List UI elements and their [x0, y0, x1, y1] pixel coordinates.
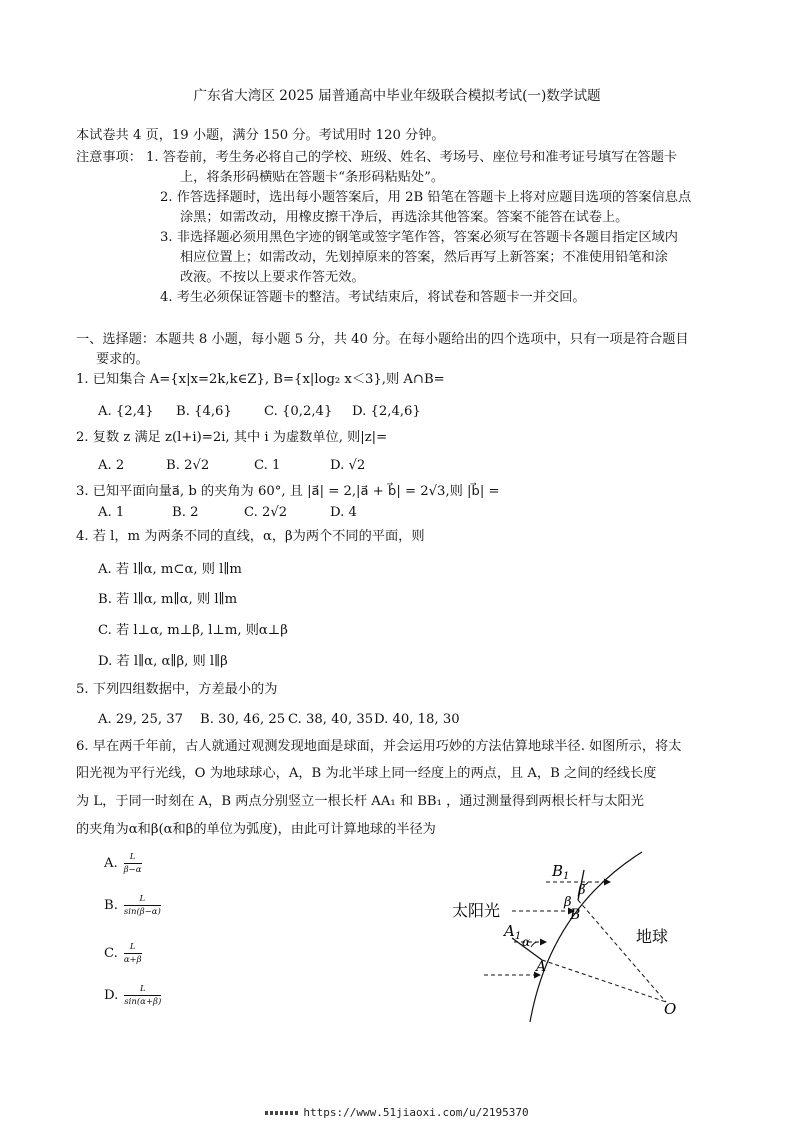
alpha-arc — [531, 942, 538, 947]
q4-option-b: B. 若 l∥α, m∥α, 则 l∥m — [98, 592, 238, 607]
q6-option-a-numerator: L — [124, 852, 142, 864]
note-1-line-2: 上，将条形码横贴在答题卡“条形码粘贴处”。 — [180, 170, 445, 185]
footer-url — [0, 1106, 794, 1119]
q5-option-a: A. 29, 25, 37 — [98, 712, 184, 727]
q6-option-b-numerator: L — [124, 894, 161, 906]
q6-option-d-denominator: sin(α+β) — [124, 997, 162, 1007]
q4-option-a: A. 若 l∥α, m⊂α, 则 l∥m — [98, 562, 242, 577]
q3-option-d: D. 4 — [330, 505, 357, 520]
note-3-line-3: 改液。不按以上要求作答无效。 — [180, 270, 365, 285]
q6-option-b-label: B. — [104, 898, 118, 913]
q6-option-b-fraction — [124, 894, 161, 917]
q6-option-c-numerator: L — [124, 942, 142, 954]
q6-stem-line-2: 阳光视为平行光线，O 为地球球心，A，B 为北半球上同一经度上的两点，且 A，B 之间的经线长度 — [76, 766, 657, 781]
q3-option-c: C. 2√2 — [244, 505, 288, 520]
q5-option-b: B. 30, 46, 25 — [200, 712, 286, 727]
q6-option-a-denominator: β−α — [123, 865, 142, 875]
note-3-line-2: 相应位置上；如需改动，先划掉原来的答案，然后再写上新答案；不准使用铅笔和涂 — [180, 250, 668, 265]
q6-option-a — [104, 852, 142, 875]
exam-intro: 本试卷共 4 页，19 小题，满分 150 分。考试用时 120 分钟。 — [76, 128, 445, 143]
earth-sunlight-diagram — [450, 850, 710, 1022]
q6-option-c-label: C. — [104, 946, 118, 961]
q6-option-d — [104, 984, 161, 1007]
label-earth: 地球 — [636, 927, 669, 946]
q6-option-a-fraction — [124, 852, 142, 875]
q6-option-d-numerator: L — [124, 984, 161, 996]
q5-option-d: D. 40, 18, 30 — [374, 712, 460, 727]
q6-option-c-denominator: α+β — [123, 955, 142, 965]
q6-option-d-label: D. — [104, 988, 119, 1003]
label-alpha: α — [522, 935, 531, 949]
section-1-heading-cont: 要求的。 — [96, 352, 149, 367]
q2-option-a: A. 2 — [98, 458, 125, 473]
label-O: O — [664, 1000, 677, 1018]
q6-option-a-label: A. — [104, 856, 118, 871]
note-4: 4. 考生必须保证答题卡的整洁。考试结束后，将试卷和答题卡一并交回。 — [160, 290, 586, 305]
label-beta: β — [564, 895, 572, 910]
label-A1: $A_1$ — [504, 922, 522, 942]
q6-option-c — [104, 942, 142, 965]
q6-option-c-fraction — [124, 942, 142, 965]
q6-stem-line-4: 的夹角为α和β(α和β的单位为弧度)，由此可计算地球的半径为 — [76, 822, 436, 837]
footer-logo-icon — [265, 1111, 299, 1115]
q1-option-a: A. {2,4} — [98, 404, 154, 419]
q3-option-b: B. 2 — [172, 505, 199, 520]
label-A: A — [536, 959, 547, 975]
q6-stem-line-1: 6. 早在两千年前，古人就通过观测发现地面是球面，并会运用巧妙的方法估算地球半径. 如图所示，将太 — [76, 739, 682, 754]
q3-option-a: A. 1 — [98, 505, 125, 520]
q6-option-d-fraction — [124, 984, 161, 1007]
q3-stem: 3. 已知平面向量a⃗, b 的夹角为 60°, 且 |a⃗| = 2,|a⃗ + b⃗| = 2√3,则 |b⃗| = — [76, 484, 500, 499]
label-sunlight: 太阳光 — [452, 901, 501, 920]
q2-option-c: C. 1 — [254, 458, 281, 473]
note-3-line-1: 3. 非选择题必须用黑色字迹的钢笔或签字笔作答，答案必须写在答题卡各题目指定区域内 — [160, 230, 678, 245]
label-B1: $B_1$ — [552, 862, 570, 882]
note-2-line-2: 涂黑；如需改动，用橡皮擦干净后，再选涂其他答案。答案不能答在试卷上。 — [180, 210, 629, 225]
q2-stem: 2. 复数 z 满足 z(l+i)=2i, 其中 i 为虚数单位, 则|z|= — [76, 430, 388, 445]
page-title: 广东省大湾区 2025 届普通高中毕业年级联合模拟考试(一)数学试题 — [193, 88, 601, 104]
earth-surface-arc — [530, 852, 642, 1022]
q1-stem: 1. 已知集合 A={x|x=2k,k∈Z}, B={x|log₂ x＜3},则 A∩B= — [76, 372, 445, 387]
note-2-line-1: 2. 作答选择题时，选出每小题答案后，用 2B 铅笔在答题卡上将对应题目选项的答案信息点 — [160, 190, 692, 205]
q6-option-b — [104, 894, 161, 917]
q4-stem: 4. 若 l，m 为两条不同的直线，α，β为两个不同的平面，则 — [76, 529, 425, 544]
q5-option-c: C. 38, 40, 35 — [288, 712, 374, 727]
notes-label: 注意事项： — [76, 150, 142, 165]
note-1-line-1: 1. 答卷前，考生务必将自己的学校、班级、姓名、考场号、座位号和准考证号填写在答题卡 — [146, 150, 678, 165]
section-1-heading: 一、选择题：本题共 8 小题，每小题 5 分，共 40 分。在每小题给出的四个选项中，只有一项是符合题目 — [76, 332, 689, 347]
q2-option-b: B. 2√2 — [166, 458, 210, 473]
q1-option-d: D. {2,4,6} — [352, 404, 421, 419]
q1-option-b: B. {4,6} — [176, 404, 232, 419]
q2-option-d: D. √2 — [330, 458, 366, 473]
q1-option-c: C. {0,2,4} — [264, 404, 333, 419]
q4-option-d: D. 若 l∥α, α∥β, 则 l∥β — [98, 654, 228, 669]
q5-stem: 5. 下列四组数据中，方差最小的为 — [76, 682, 278, 697]
q6-option-b-denominator: sin(β−α) — [123, 907, 161, 917]
q4-option-c: C. 若 l⊥α, m⊥β, l⊥m, 则α⊥β — [98, 623, 288, 638]
footer-url-text: https://www.51jiaoxi.com/u/2195370 — [303, 1106, 529, 1119]
label-B: B — [570, 907, 581, 923]
q6-stem-line-3: 为 L，于同一时刻在 A，B 两点分别竖立一根长杆 AA₁ 和 BB₁ ，通过测量得到两根长杆与太阳光 — [76, 794, 644, 809]
label-beta-top: β — [578, 883, 586, 898]
